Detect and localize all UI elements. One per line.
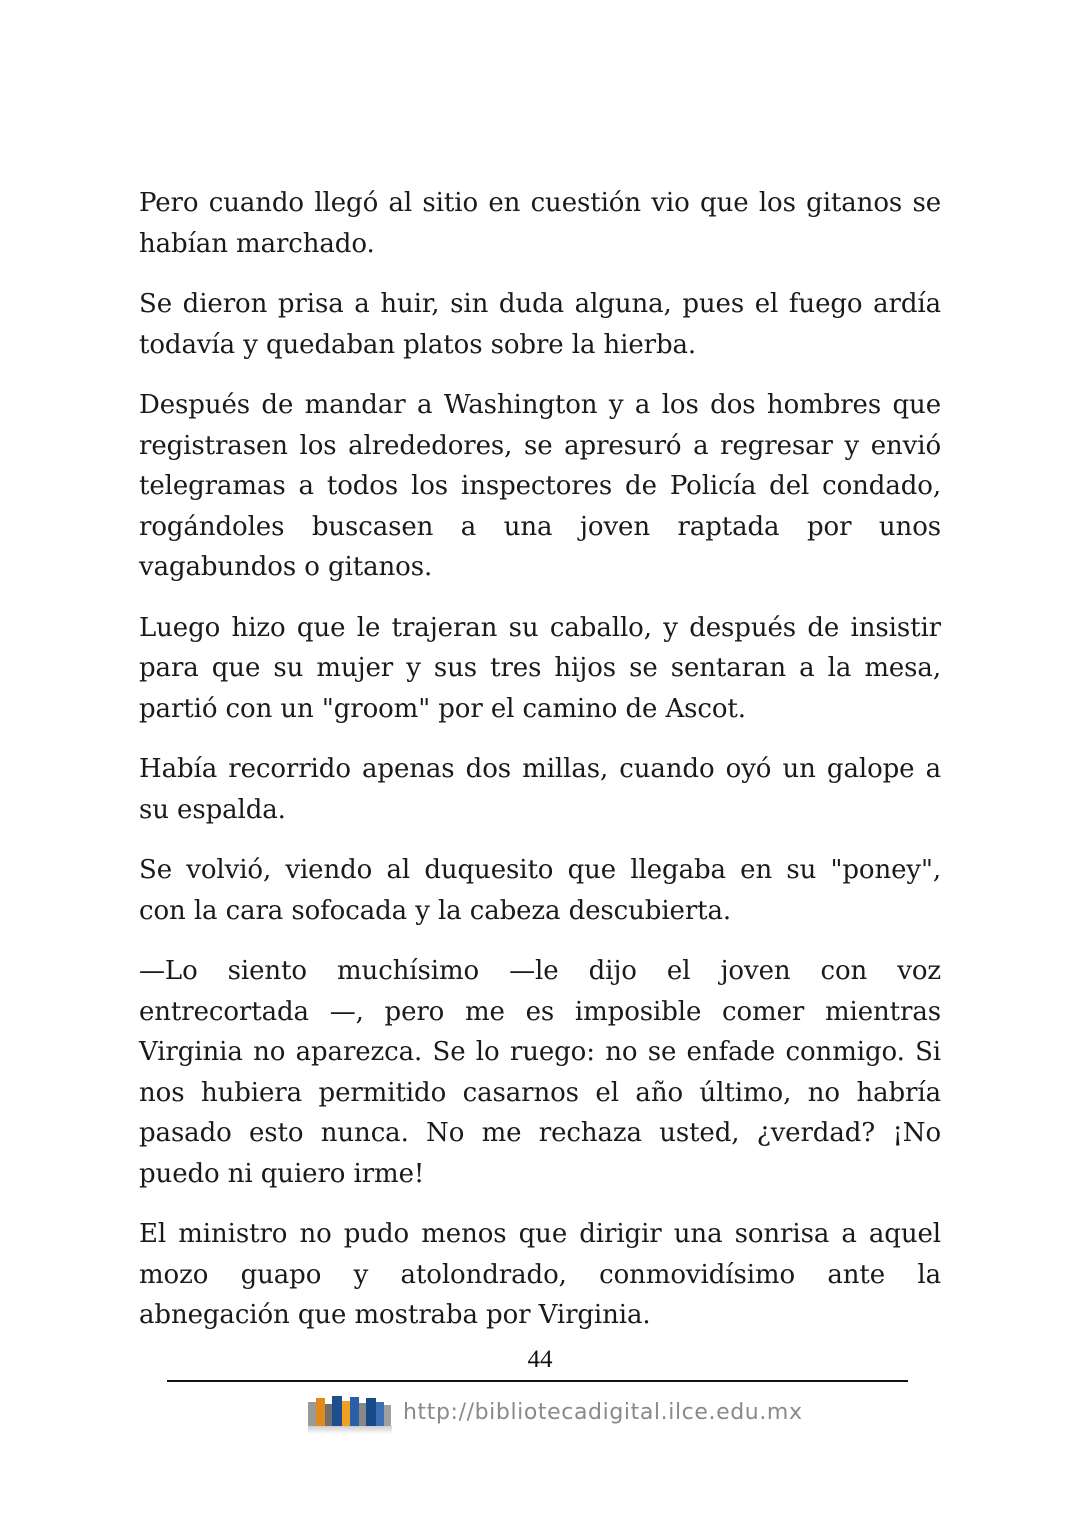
page-body: [139, 183, 941, 1356]
footer-url[interactable]: http://bibliotecadigital.ilce.edu.mx: [403, 1400, 803, 1425]
paragraph: Había recorrido apenas dos millas, cuando oyó un galope a su espalda.: [139, 754, 941, 825]
paragraph: Después de mandar a Washington y a los dos hombres que registrasen los alrededores, se apresuró a regresar y envió telegramas a todos los inspectores de Policía del condado, rogándoles buscasen a una joven raptada por unos vagabundos o gitanos.: [139, 390, 941, 582]
paragraph: Pero cuando llegó al sitio en cuestión vio que los gitanos se habían marchado.: [139, 188, 941, 259]
paragraph: —Lo siento muchísimo —le dijo el joven con voz entrecortada —, pero me es imposible comer mientras Virginia no aparezca. Se lo ruego: no se enfade conmigo. Si nos hubiera permitido casarnos el año último, no habría pasado esto nunca. No me rechaza usted, ¿verdad? ¡No puedo ni quiero irme!: [139, 956, 941, 1189]
footer-divider: [167, 1380, 908, 1382]
books-icon: [306, 1392, 394, 1436]
paragraph: Se volvió, viendo al duquesito que llegaba en su "poney", con la cara sofocada y la cabeza descubierta.: [139, 855, 941, 926]
paragraph: El ministro no pudo menos que dirigir una sonrisa a aquel mozo guapo y atolondrado, conmovidísimo ante la abnegación que mostraba por Virginia.: [139, 1219, 941, 1330]
page-number: 44: [527, 1346, 553, 1373]
paragraph: Luego hizo que le trajeran su caballo, y después de insistir para que su mujer y sus tres hijos se sentaran a la mesa, partió con un "groom" por el camino de Ascot.: [139, 612, 941, 724]
paragraph: Se dieron prisa a huir, sin duda alguna, pues el fuego ardía todavía y quedaban platos sobre la hierba.: [139, 289, 941, 360]
